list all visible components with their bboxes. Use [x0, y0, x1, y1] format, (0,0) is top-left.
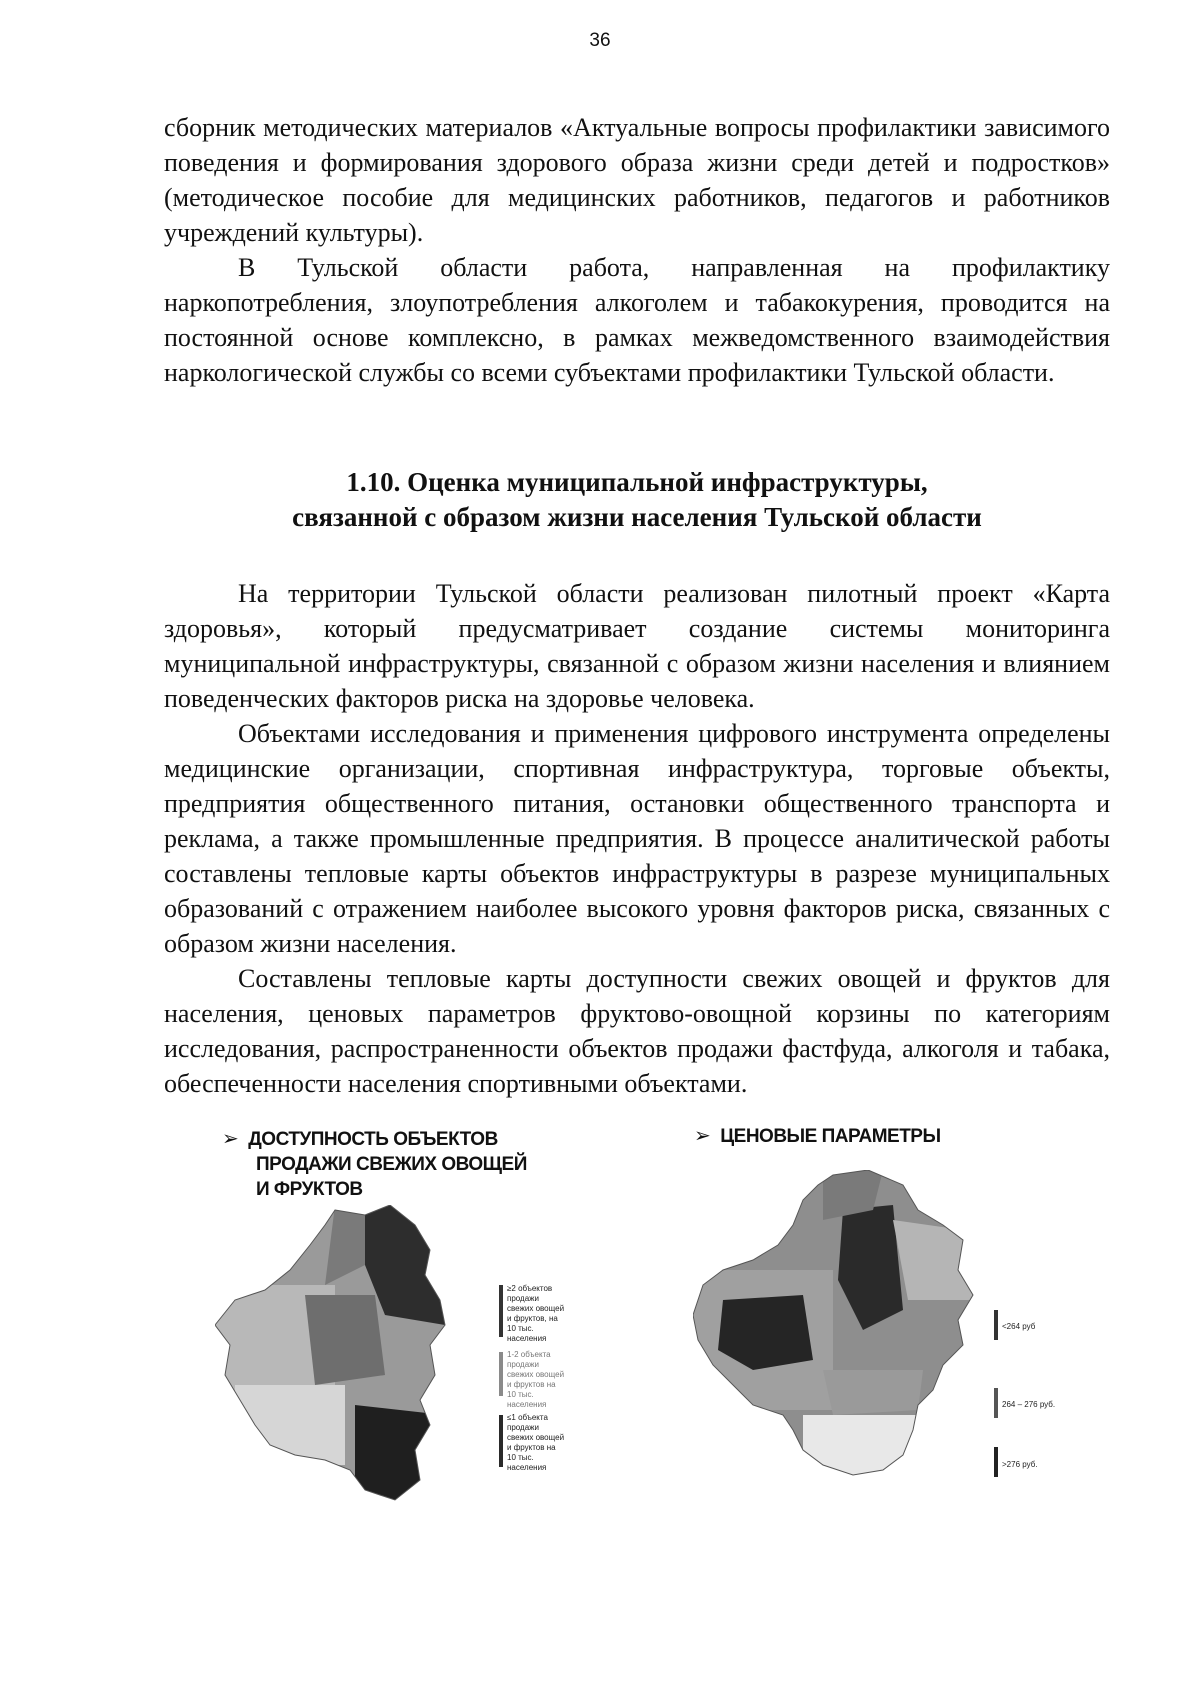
legend-label: <264 руб — [1002, 1322, 1036, 1331]
legend-swatch — [499, 1415, 503, 1467]
paragraph-2: В Тульской области работа, направленная на профилактику наркопотребления, злоупотребления алкоголем и табакокурения, проводится на постоянной основе комплексно, в рамках межведомственного взаимодействия наркологической службы со всеми субъектами профилактики Тульской области. — [164, 253, 1110, 387]
map-left-caption-line-2: ПРОДАЖИ СВЕЖИХ ОВОЩЕЙ — [256, 1154, 527, 1175]
map-left-caption-line-3: И ФРУКТОВ — [256, 1179, 363, 1200]
paragraph-3: На территории Тульской области реализован пилотный проект «Карта здоровья», который предусматривает создание системы мониторинга муниципальной инфраструктуры, связанной с образом жизни населения и влиянием поведенческих факторов риска на здоровье человека. — [164, 579, 1110, 713]
legend-label: 264 – 276 руб. — [1002, 1400, 1056, 1409]
legend-swatch — [499, 1352, 503, 1396]
legend-swatch — [994, 1388, 998, 1418]
map-right-caption — [694, 1124, 941, 1149]
legend-swatch — [994, 1310, 998, 1340]
bullet-arrow-icon: ➢ — [222, 1128, 239, 1150]
legend-label: 1-2 объекта продажи свежих овощей и фруктов на 10 тыс. населения — [507, 1350, 565, 1409]
legend-label: >276 руб. — [1002, 1460, 1038, 1469]
map-left-heatmap — [215, 1205, 495, 1505]
legend-label: ≤1 объекта продажи свежих овощей и фруктов на 10 тыс. населения — [507, 1413, 565, 1472]
legend-swatch — [994, 1447, 998, 1477]
section-heading-line-1: 1.10. Оценка муниципальной инфраструктуры, — [346, 467, 928, 497]
map-left-caption-line-1: ДОСТУПНОСТЬ ОБЪЕКТОВ — [248, 1129, 498, 1150]
map-right-heatmap — [693, 1170, 983, 1480]
legend-label: ≥2 объектов продажи свежих овощей и фруктов, на 10 тыс. населения — [507, 1284, 565, 1343]
map-right-caption-line-1: ЦЕНОВЫЕ ПАРАМЕТРЫ — [720, 1126, 941, 1147]
paragraph-5: Составлены тепловые карты доступности свежих овощей и фруктов для населения, ценовых параметров фруктово-овощной корзины по категориям исследования, распространенности объектов продажи фастфуда, алкоголя и табака, обеспеченности населения спортивными объектами. — [164, 964, 1110, 1098]
text-block-main — [164, 576, 1110, 1101]
map-left-caption — [222, 1127, 527, 1202]
page-number: 36 — [589, 30, 611, 51]
text-block-top — [164, 110, 1110, 390]
section-heading — [164, 465, 1110, 535]
paragraph-4: Объектами исследования и применения цифрового инструмента определены медицинские организации, спортивная инфраструктура, торговые объекты, предприятия общественного питания, остановки общественного транспорта и реклама, а также промышленные предприятия. В процессе аналитической работы составлены тепловые карты объектов инфраструктуры в разрезе муниципальных образований с отражением наиболее высокого уровня факторов риска, связанных с образом жизни населения. — [164, 719, 1110, 958]
legend-swatch — [499, 1285, 503, 1337]
bullet-arrow-icon: ➢ — [694, 1125, 711, 1147]
paragraph-1: сборник методических материалов «Актуальные вопросы профилактики зависимого поведения и формирования здорового образа жизни среди детей и подростков» (методическое пособие для медицинских работников, педагогов и работников учреждений культуры). — [164, 113, 1110, 247]
section-heading-line-2: связанной с образом жизни населения Тульской области — [292, 502, 982, 532]
